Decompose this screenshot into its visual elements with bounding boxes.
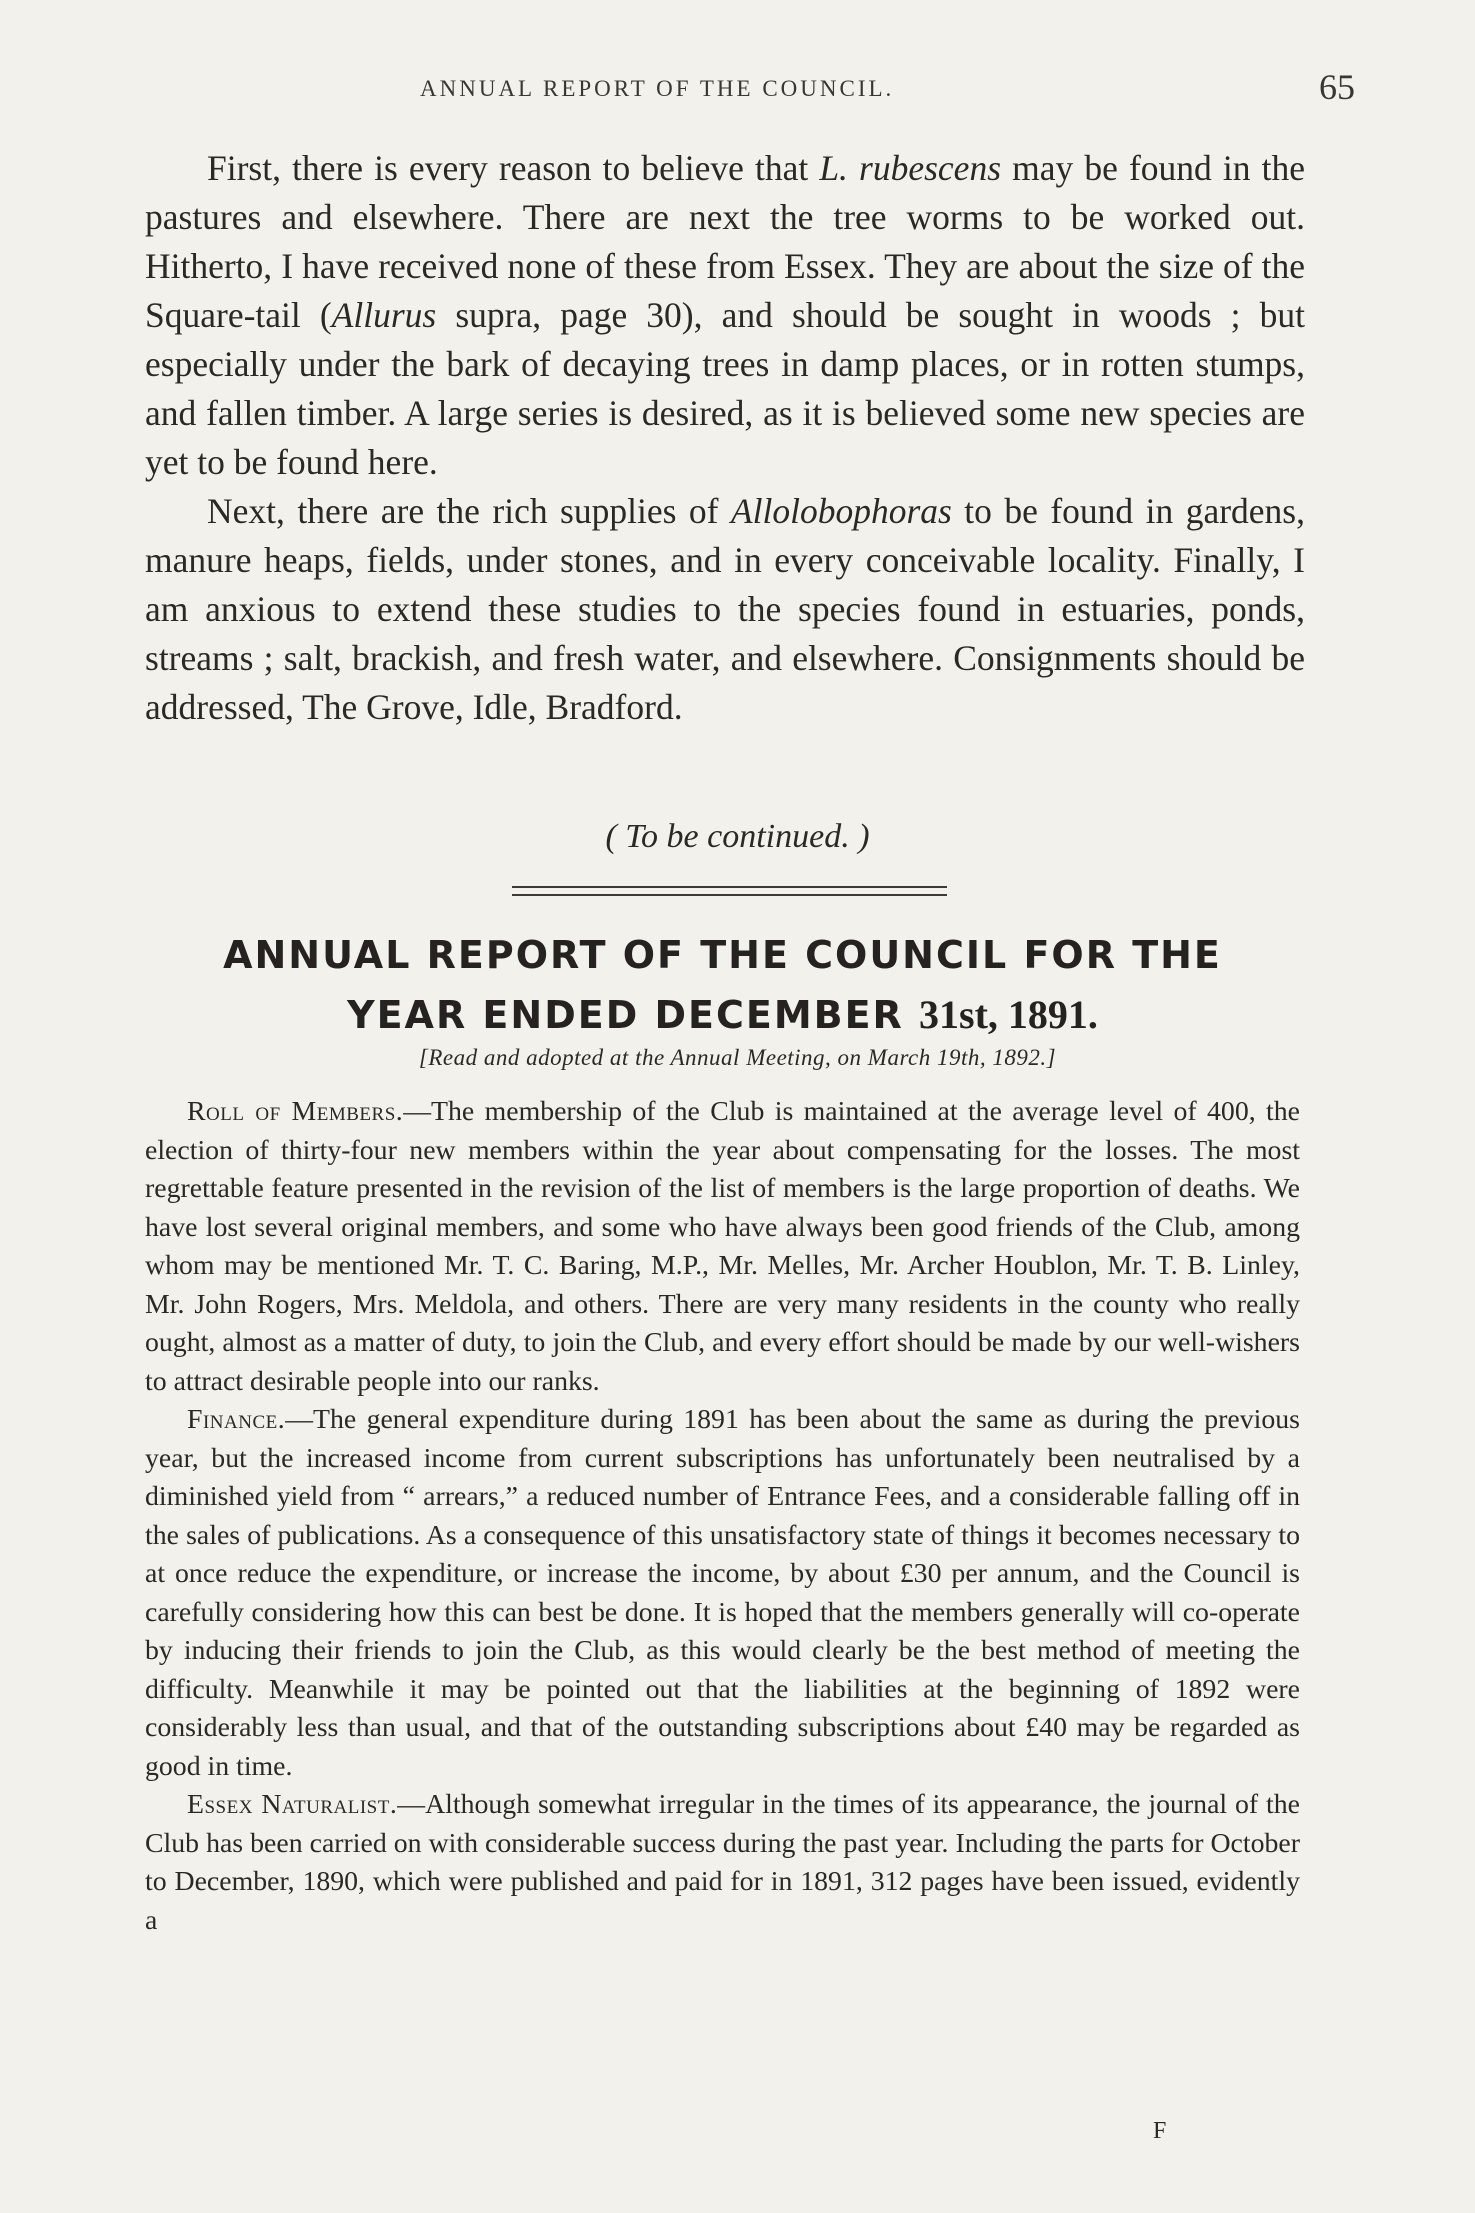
paragraph: First, there is every reason to believe that L. rubescens may be found in the pastures and elsewhere. There are next the tree worms to be worked out. Hitherto, I have received none of these from Essex. They are about the size of the Square-tail (Allurus supra, page 30), and should be sought in woods ; but especially under the bark of decaying trees in damp places, or in rotten stumps, and fallen timber. A large series is desired, as it is believed some new species are yet to be found here. xyxy=(145,148,1305,482)
section-divider xyxy=(512,894,947,896)
finance-paragraph: Finance.—The general expenditure during 1891 has been about the same as during the previous year, but the increased income from current subscriptions has unfortunately been neutralised by a diminished yield from “ arrears,” a reduced number of Entrance Fees, and a considerable falling off in the sales of publications. As a consequence of this unsatisfactory state of things it becomes necessary to at once reduce the expenditure, or increase the income, by about £30 per annum, and the Council is carefully considering how this can best be done. It is hoped that the members generally will co-operate by inducing their friends to join the Club, as this would clearly be the best method of meeting the difficulty. Meanwhile it may be pointed out that the liabilities at the beginning of 1892 were considerably less than usual, and that of the outstanding subscriptions about £40 may be regarded as good in time. xyxy=(145,1404,1300,1782)
earthworm-article-ending xyxy=(145,144,1305,732)
signature-mark: F xyxy=(1153,2118,1167,2144)
section-divider xyxy=(512,886,947,888)
page-number: 65 xyxy=(1319,67,1355,107)
to-be-continued-note: ( To be continued. ) xyxy=(605,818,870,855)
report-title: ANNUAL REPORT OF THE COUNCIL FOR THE YEAR ENDED DECEMBER 31st, 1891. xyxy=(223,933,1222,1037)
essex-naturalist-paragraph: Essex Naturalist.—Although somewhat irregular in the times of its appearance, the journal of the Club has been carried on with considerable success during the past year. Including the parts for October to December, 1890, which were published and paid for in 1891, 312 pages have been issued, evidently a xyxy=(145,1789,1300,1936)
report-subtitle: [Read and adopted at the Annual Meeting, on March 19th, 1892.] xyxy=(418,1045,1057,1070)
roll-of-members-paragraph: Roll of Members.—The membership of the Club is maintained at the average level of 400, the election of thirty-four new members within the year about compensating for the losses. The most regrettable feature presented in the revision of the list of members is the large proportion of deaths. We have lost several original members, and some who have always been good friends of the Club, among whom may be mentioned Mr. T. C. Baring, M.P., Mr. Melles, Mr. Archer Houblon, Mr. T. B. Linley, Mr. John Rogers, Mrs. Meldola, and others. There are very many residents in the county who really ought, almost as a matter of duty, to join the Club, and every effort should be made by our well-wishers to attract desirable people into our ranks. xyxy=(145,1096,1301,1397)
report-body xyxy=(145,1093,1300,1940)
paragraph: Next, there are the rich supplies of Allolobophoras to be found in gardens, manure heaps, fields, under stones, and in every conceivable locality. Finally, I am anxious to extend these studies to the species found in estuaries, ponds, streams ; salt, brackish, and fresh water, and elsewhere. Consignments should be addressed, The Grove, Idle, Bradford. xyxy=(145,491,1305,727)
running-header: ANNUAL REPORT OF THE COUNCIL. xyxy=(420,76,895,101)
